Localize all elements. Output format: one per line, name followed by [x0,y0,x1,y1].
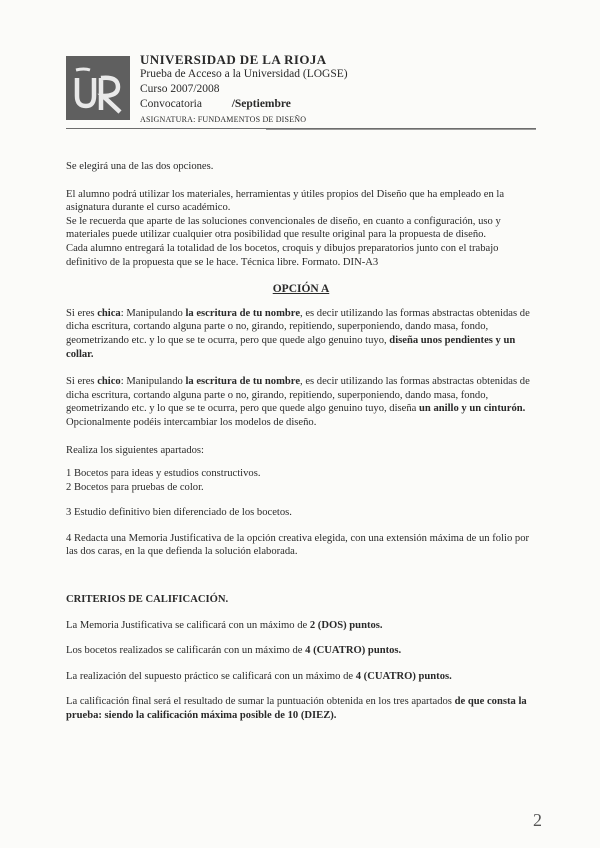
criterion-4 [66,695,536,722]
criterion-3 [66,670,536,684]
text-run-bold: un anillo y un cinturón. [419,403,526,415]
option-a-title: OPCIÓN A [272,283,330,296]
text-run: : Manipulando [120,307,186,319]
course-year: Curso 2007/2008 [140,83,220,95]
text-run-bold: diseña unos pendientes y un collar. [66,334,516,360]
intro-paragraph-3: Cada alumno entregará la totalidad de los bocetos, croquis y dibujos preparatorios junto con el trabajo definitivo de la propuesta que se le hace. Técnica libre. Formato. DIN-A3 [66,242,499,268]
criterion-2 [66,644,536,658]
text-run: Si eres [66,376,98,388]
task-item-1: 1 Bocetos para ideas y estudios constructivos. [66,468,261,480]
call-value: /Septiembre [231,98,291,110]
call-line [140,97,348,112]
text-run: Si eres [66,307,98,319]
document-header [66,50,536,126]
call-label: Convocatoria [140,98,202,110]
text-run-bold: la escritura de tu nombre [185,307,301,319]
text-run: , es decir utilizando las formas abstractas obtenidas de dicha escritura, cortando alguna parte o no, girando, repitiendo, superponiendo, dando masa, fondo, geometrizando etc. y lo que se te ocurra, pero que quede algo genuino tuyo, [66,307,530,346]
text-run-bold: de que consta la prueba: siendo la calificación máxima posible de 10 (DIEZ). [66,696,527,722]
choose-instruction: Se elegirá una de las dos opciones. [66,161,214,172]
option-a-swap-note: Opcionalmente podéis intercambiar los modelos de diseño. [66,416,317,428]
text-run-bold: 4 (CUATRO) puntos. [305,645,402,657]
text-run-bold: 2 (DOS) puntos. [309,619,383,631]
text-run: La Memoria Justificativa se calificará con un máximo de [66,619,310,631]
intro-paragraph-1: El alumno podrá utilizar los materiales, herramientas y útiles propios del Diseño que ha empleado en la asignatura durante el curso académico. [66,188,505,214]
subject-name: ASIGNATURA: FUNDAMENTOS DE DISEÑO [140,115,307,124]
text-run-bold: chico [97,376,121,388]
text-run-bold: chica [97,307,121,319]
task-item-3: 3 Estudio definitivo bien diferenciado de los bocetos. [66,507,292,519]
text-run: La realización del supuesto práctico se calificará con un máximo de [66,670,356,682]
task-item-4: 4 Redacta una Memoria Justificativa de la opción creativa elegida, con una extensión máxima de un folio por las dos caras, en la que defienda la solución elaborada. [66,532,530,558]
exam-name: Prueba de Acceso a la Universidad (LOGSE) [140,68,348,80]
criteria-title: CRITERIOS DE CALIFICACIÓN. [66,594,229,606]
intro-paragraph-2: Se le recuerda que aparte de las soluciones convencionales de diseño, en cuanto a configuración, uso y materiales puede utilizar cualquier otra posibilidad que resulte original para la propuesta de diseño. [66,215,501,241]
exam-body [66,160,536,723]
option-a-boy-paragraph [66,375,536,416]
text-run: , es decir utilizando las formas abstractas obtenidas de dicha escritura, cortando alguna parte o no, girando, repitiendo, superponiendo, dando masa, fondo, geometrizando etc. y lo que se te ocurra, pero que quede algo genuino tuyo, diseña [66,376,530,415]
header-divider [66,128,536,129]
tasks-intro: Realiza los siguientes apartados: [66,444,204,456]
text-run: : Manipulando [120,376,186,388]
header-text [140,52,348,127]
text-run-bold: la escritura de tu nombre [185,376,301,388]
ur-logo-icon [66,56,130,120]
option-a-girl-paragraph [66,307,536,361]
university-name: UNIVERSIDAD DE LA RIOJA [140,52,327,67]
page-number: 2 [533,810,542,830]
text-run-bold: 4 (CUATRO) puntos. [355,670,452,682]
task-item-2: 2 Bocetos para pruebas de color. [66,481,204,493]
university-logo [66,56,130,120]
text-run: La calificación final será el resultado de sumar la puntuación obtenida en los tres apartados [66,696,455,708]
criterion-1 [66,619,536,633]
text-run: Los bocetos realizados se calificarán con un máximo de [66,645,306,657]
